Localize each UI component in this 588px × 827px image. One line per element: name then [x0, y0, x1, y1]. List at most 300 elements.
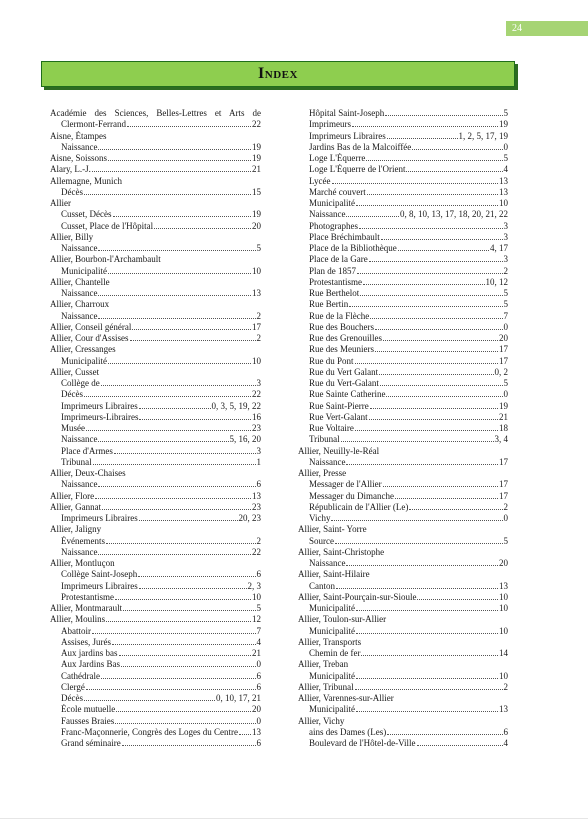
index-subentry — [298, 153, 508, 164]
index-entry-text: Allier, Saint-Hilaire — [298, 569, 370, 580]
dot-leader — [139, 520, 238, 521]
index-entry-pages: 5 — [256, 603, 261, 613]
index-entry-pages: 6 — [256, 670, 261, 681]
index-subentry — [50, 288, 261, 299]
dot-leader — [101, 385, 256, 386]
index-entry-text: ains des Dames (Les) — [309, 726, 387, 737]
dot-leader — [369, 261, 503, 262]
index-subentry — [298, 423, 508, 434]
index-subentry — [298, 299, 508, 310]
index-subentry — [50, 356, 261, 367]
dot-leader — [346, 565, 498, 566]
index-column-right — [298, 108, 508, 749]
index-entry-heading — [50, 299, 261, 310]
index-subentry — [298, 491, 508, 502]
dot-leader — [381, 239, 503, 240]
index-subentry — [50, 401, 261, 412]
index-entry-pages: 22 — [252, 389, 261, 400]
index-entry-text: Rue Saint-Pierre — [309, 400, 369, 411]
index-subentry — [298, 502, 508, 513]
index-entry-text: Collège Saint-Joseph — [61, 569, 138, 580]
dot-leader — [112, 644, 255, 645]
index-entry-pages: 15 — [252, 186, 261, 197]
dot-leader — [367, 194, 498, 195]
index-subentry — [298, 401, 508, 412]
index-subentry — [298, 266, 508, 277]
dot-leader — [98, 295, 251, 296]
index-entry-pages: 10 — [252, 265, 261, 276]
index-entry-text: Allier — [50, 198, 71, 208]
footer-divider — [0, 818, 588, 819]
index-entry-text: Canton — [309, 580, 335, 591]
dot-leader — [398, 250, 489, 251]
index-entry-pages: 4 — [256, 636, 261, 647]
index-entry-text: École mutuelle — [61, 704, 116, 715]
dot-leader — [366, 160, 502, 161]
dot-leader — [363, 284, 485, 285]
dot-leader — [123, 610, 255, 611]
index-entry-heading — [50, 108, 261, 119]
dot-leader — [92, 171, 251, 172]
index-entry-heading — [50, 558, 261, 569]
index-subentry — [298, 108, 508, 119]
index-subentry — [298, 333, 508, 344]
index-subentry — [298, 119, 508, 130]
index-entry-pages: 10 — [499, 625, 508, 636]
index-subentry — [298, 243, 508, 254]
index-entry-text: Protestantisme — [309, 276, 362, 287]
index-subentry — [50, 434, 261, 445]
dot-leader — [386, 396, 502, 397]
index-entry-pages: 5 — [503, 378, 508, 388]
dot-leader — [356, 610, 498, 611]
index-entry-text: Place Bréchimbault — [309, 231, 380, 242]
index-entry-pages: 21 — [499, 411, 508, 422]
index-subentry — [50, 479, 261, 490]
index-subentry — [298, 221, 508, 232]
index-entry-text: Rue de la Flèche — [309, 310, 370, 321]
index-entry-pages: 13 — [499, 186, 508, 197]
index-subentry — [298, 322, 508, 333]
index-entry-text: Allier, Montluçon — [50, 558, 115, 568]
index-entry-pages: 0 — [256, 659, 261, 670]
index-entry-text: Imprimeurs-Libraires — [61, 411, 139, 422]
index-entry-text: Musée — [61, 423, 85, 433]
dot-leader — [115, 723, 255, 724]
index-entry-text: Cathédrale — [61, 670, 100, 681]
index-subentry — [50, 716, 261, 727]
dot-leader — [346, 216, 399, 217]
index-entry-text: Allemagne, Munich — [50, 175, 122, 186]
index-subentry — [50, 569, 261, 580]
index-entry-heading — [50, 232, 261, 243]
index-entry-heading — [50, 131, 261, 142]
index-entry-pages: 2 — [256, 535, 261, 546]
dot-leader — [98, 441, 228, 442]
index-entry-pages: 13 — [252, 726, 261, 737]
index-entry-pages: 2, 3 — [247, 580, 261, 591]
index-entry-text: Naissance — [309, 558, 346, 568]
index-entry-text: Messager du Dimanche — [309, 490, 394, 501]
index-subentry — [298, 232, 508, 243]
index-entry-heading — [298, 659, 508, 670]
index-entry-pages: 5 — [256, 243, 261, 253]
index-entry-pages: 20, 23 — [238, 513, 261, 523]
dot-leader — [356, 711, 498, 712]
index-subentry — [50, 243, 261, 254]
index-entry-pages: 3, 4 — [494, 434, 508, 445]
index-entry-heading — [50, 344, 261, 355]
index-entry-text: Rue Voltaire — [309, 423, 354, 433]
dot-leader — [98, 149, 251, 150]
index-entry-text: Allier, Vichy — [298, 715, 345, 726]
dot-leader — [86, 430, 251, 431]
dot-leader — [98, 486, 255, 487]
index-entry-pages: 3 — [256, 445, 261, 456]
index-entry-pages: 4 — [503, 164, 508, 175]
dot-leader — [106, 543, 256, 544]
index-entry-text: Allier, Treban — [298, 659, 349, 670]
dot-leader — [335, 543, 503, 544]
index-entry-text: Franc-Maçonnerie, Congrès des Loges du Centre — [61, 726, 238, 737]
dot-leader — [336, 588, 498, 589]
index-entry-pages: 16 — [252, 411, 261, 422]
index-entry-pages: 20 — [499, 558, 508, 568]
index-entry-pages: 0, 10, 17, 21 — [216, 693, 261, 703]
index-subentry — [50, 378, 261, 389]
index-entry-pages: 1, 2, 5, 17, 19 — [458, 130, 508, 141]
index-entry-text: Alary, L.-J. — [50, 164, 91, 175]
index-entry-pages: 19 — [499, 119, 508, 130]
index-subentry — [50, 637, 261, 648]
index-entry-text: Source — [309, 535, 334, 546]
index-subentry — [298, 367, 508, 378]
dot-leader — [369, 419, 498, 420]
index-entry-text: Aisne, Étampes — [50, 130, 107, 141]
index-entry-pages: 22 — [252, 119, 261, 130]
index-entry-pages: 5 — [503, 535, 508, 546]
index-subentry — [50, 659, 261, 670]
index-entry-heading — [298, 547, 508, 558]
index-entry — [50, 153, 261, 164]
dot-leader — [127, 126, 251, 127]
dot-leader — [106, 621, 251, 622]
index-entry-pages: 17 — [499, 490, 508, 501]
index-entry-pages: 6 — [256, 738, 261, 748]
index-entry-text: Allier, Moulins — [50, 614, 106, 625]
index-entry-text: Naissance — [61, 434, 98, 445]
index-entry-text: Naissance — [61, 546, 98, 557]
dot-leader — [121, 666, 256, 667]
index-entry-text: Tribunal — [61, 456, 92, 467]
index-entry-pages: 21 — [252, 164, 261, 175]
index-entry — [50, 603, 261, 614]
dot-leader — [119, 655, 252, 656]
index-entry-pages: 0 — [503, 389, 508, 400]
index-entry-pages: 5 — [503, 299, 508, 310]
index-entry-pages: 3 — [256, 378, 261, 388]
dot-leader — [84, 194, 251, 195]
dot-leader — [355, 430, 498, 431]
index-subentry — [50, 682, 261, 693]
index-subentry — [298, 288, 508, 299]
index-entry-text: Allier, Tribunal — [298, 681, 354, 692]
index-entry-heading — [50, 198, 261, 209]
index-entry-pages: 10 — [252, 591, 261, 602]
index-entry-text: Allier, Flore — [50, 490, 95, 501]
index-entry-text: Naissance — [61, 141, 98, 152]
index-entry-text: Imprimeurs Libraires — [309, 130, 386, 141]
index-subentry — [298, 187, 508, 198]
index-subentry — [50, 446, 261, 457]
index-subentry — [50, 704, 261, 715]
index-entry-pages: 0 — [503, 321, 508, 332]
index-entry-text: Rue Berthelot — [309, 288, 360, 298]
index-entry-text: Municipalité — [309, 625, 355, 636]
index-subentry — [50, 581, 261, 592]
index-entry-text: Naissance — [61, 288, 98, 298]
index-entry-text: Allier, Toulon-sur-Allier — [298, 614, 387, 625]
index-entry-text: Républicain de l'Allier (Le) — [309, 501, 409, 512]
index-entry-pages: 2 — [503, 681, 508, 692]
index-subentry — [50, 209, 261, 220]
index-entry-text: Imprimeurs Libraires — [61, 580, 138, 591]
index-entry-pages: 23 — [252, 501, 261, 512]
index-entry-pages: 21 — [252, 648, 261, 658]
dot-leader — [154, 228, 251, 229]
index-entry-text: Clermont-Ferrand — [61, 119, 126, 130]
index-subentry — [50, 119, 261, 130]
page-number: 24 — [506, 21, 588, 36]
index-subentry — [50, 311, 261, 322]
index-entry-text: Grand séminaire — [61, 738, 121, 748]
dot-leader — [114, 453, 256, 454]
dot-leader — [383, 486, 498, 487]
index-subentry — [298, 254, 508, 265]
dot-leader — [387, 138, 458, 139]
index-subentry — [298, 311, 508, 322]
index-entry-text: Imprimeurs Libraires — [61, 400, 138, 411]
index-subentry — [298, 176, 508, 187]
index-entry-text: Rue Bertin — [309, 299, 349, 310]
index-entry-pages: 19 — [252, 153, 261, 163]
dot-leader — [352, 126, 498, 127]
index-entry-text: Naissance — [309, 456, 346, 467]
index-subentry — [50, 221, 261, 232]
index-subentry — [298, 603, 508, 614]
dot-leader — [385, 115, 502, 116]
dot-leader — [98, 554, 251, 555]
index-entry-pages: 3 — [503, 220, 508, 231]
index-entry-pages: 18 — [499, 423, 508, 433]
index-entry-text: Allier, Presse — [298, 468, 347, 478]
index-entry-text: Naissance — [309, 209, 346, 220]
index-entry-heading — [50, 367, 261, 378]
index-subentry — [50, 412, 261, 423]
dot-leader — [115, 599, 251, 600]
index-entry-pages: 3 — [503, 254, 508, 265]
index-entry-pages: 13 — [499, 580, 508, 591]
index-entry-pages: 22 — [252, 546, 261, 557]
index-entry-text: Naissance — [61, 310, 98, 321]
index-entry-text: Imprimeurs Libraires — [61, 513, 138, 523]
index-subentry — [298, 536, 508, 547]
index-entry-text: Municipalité — [61, 265, 107, 276]
dot-leader — [84, 396, 251, 397]
dot-leader — [332, 183, 499, 184]
index-subentry — [298, 356, 508, 367]
index-entry-pages: 2 — [503, 265, 508, 276]
index-entry-pages: 5 — [503, 153, 508, 163]
index-entry-text: Imprimeurs — [309, 119, 351, 130]
index-entry-pages: 0, 3, 5, 19, 22 — [211, 400, 261, 411]
index-subentry — [50, 693, 261, 704]
index-subentry — [50, 513, 261, 524]
index-entry-text: Marché couvert — [309, 186, 366, 197]
dot-leader — [98, 250, 255, 251]
dot-leader — [356, 633, 498, 634]
index-entry-heading — [50, 176, 261, 187]
dot-leader — [341, 441, 494, 442]
index-entry-text: Rue du Pont — [309, 355, 354, 366]
index-entry-pages: 2 — [503, 501, 508, 512]
index-entry-text: Décès — [61, 389, 83, 400]
dot-leader — [84, 700, 215, 701]
index-entry-pages: 4, 17 — [490, 243, 508, 253]
index-entry-pages: 10 — [252, 355, 261, 366]
index-entry — [50, 333, 261, 344]
index-entry-text: Rue des Grenouilles — [309, 333, 382, 343]
dot-leader — [101, 678, 256, 679]
index-entry-pages: 0, 2 — [494, 366, 508, 377]
index-subentry — [50, 727, 261, 738]
dot-leader — [122, 745, 256, 746]
index-entry-text: Allier, Charroux — [50, 299, 110, 310]
index-entry-text: Tribunal — [309, 434, 340, 445]
index-subentry — [50, 423, 261, 434]
index-entry — [50, 502, 261, 513]
dot-leader — [355, 689, 503, 690]
index-subentry — [298, 142, 508, 153]
index-subentry — [298, 209, 508, 220]
index-entry-heading — [298, 468, 508, 479]
index-subentry — [298, 671, 508, 682]
index-entry-text: Assises, Jurés — [61, 636, 112, 647]
index-entry-text: Allier, Neuilly-le-Réal — [298, 445, 380, 456]
index-entry-text: Cusset, Décès — [61, 209, 112, 220]
index-column-left — [50, 108, 261, 749]
index-entry-text: Allier, Billy — [50, 231, 94, 242]
index-entry — [50, 164, 261, 175]
dot-leader — [331, 520, 502, 521]
index-subentry — [50, 547, 261, 558]
dot-leader — [116, 711, 251, 712]
dot-leader — [139, 419, 251, 420]
index-subentry — [50, 389, 261, 400]
index-entry-heading — [298, 716, 508, 727]
index-entry-pages: 17 — [499, 355, 508, 366]
index-entry-text: Rue Vert-Galant — [309, 411, 368, 422]
index-subentry — [298, 277, 508, 288]
index-entry — [298, 592, 508, 603]
index-subentry — [298, 378, 508, 389]
index-entry-text: Cusset, Place de l'Hôpital — [61, 220, 154, 231]
index-entry-text: Municipalité — [61, 355, 107, 366]
index-entry-text: Naissance — [61, 479, 98, 490]
index-entry-text: Municipalité — [309, 670, 355, 681]
dot-leader — [417, 599, 498, 600]
dot-leader — [355, 363, 498, 364]
index-entry-text: Allier, Cusset — [50, 366, 100, 377]
index-subentry — [50, 142, 261, 153]
index-entry-pages: 10 — [499, 603, 508, 613]
index-entry-heading — [298, 637, 508, 648]
dot-leader — [86, 689, 256, 690]
dot-leader — [387, 734, 502, 735]
index-entry-text: Allier, Deux-Chaises — [50, 468, 126, 478]
index-entry-pages: 3 — [503, 231, 508, 242]
dot-leader — [113, 216, 252, 217]
index-subentry — [298, 198, 508, 209]
dot-leader — [361, 655, 498, 656]
dot-leader — [370, 318, 502, 319]
index-entry-text: Allier, Saint-Pourçain-sur-Sioule — [298, 591, 417, 602]
index-entry-text: Rue des Meuniers — [309, 344, 374, 355]
dot-leader — [406, 171, 502, 172]
index-entry-pages: 10 — [499, 591, 508, 602]
index-subentry — [50, 536, 261, 547]
index-entry-text: Allier, Saint- Yorre — [298, 524, 367, 535]
dot-leader — [95, 498, 251, 499]
index-entry-heading — [298, 693, 508, 704]
dot-leader — [93, 464, 256, 465]
index-subentry — [50, 266, 261, 277]
index-subentry — [50, 626, 261, 637]
index-subentry — [298, 704, 508, 715]
index-entry-pages: 6 — [503, 726, 508, 737]
dot-leader — [360, 295, 502, 296]
index-entry-text: Aux jardins bas — [61, 648, 118, 658]
index-entry-text: Loge L'Équerre de l'Orient — [309, 164, 406, 175]
index-entry-pages: 6 — [256, 569, 261, 580]
index-entry-text: Allier, Cressanges — [50, 344, 116, 355]
dot-leader — [108, 273, 251, 274]
index-subentry — [50, 592, 261, 603]
index-entry-heading — [50, 468, 261, 479]
index-entry-text: Allier, Chantelle — [50, 276, 110, 287]
index-entry-pages: 0 — [503, 513, 508, 523]
index-entry-pages: 2 — [256, 310, 261, 321]
index-subentry — [298, 479, 508, 490]
index-subentry — [50, 738, 261, 749]
index-subentry — [50, 187, 261, 198]
index-entry-pages: 6 — [256, 681, 261, 692]
index-subentry — [298, 164, 508, 175]
index-entry-text: Aisne, Soissons — [50, 153, 108, 163]
index-entry — [50, 322, 261, 333]
dot-leader — [380, 385, 503, 386]
index-entry-text: Collège de — [61, 378, 100, 388]
index-subentry — [298, 412, 508, 423]
index-subentry — [298, 558, 508, 569]
index-entry-text: Décès — [61, 693, 83, 703]
index-entry-heading — [298, 524, 508, 535]
dot-leader — [375, 329, 503, 330]
index-entry-text: Événements — [61, 535, 105, 546]
dot-leader — [108, 160, 251, 161]
dot-leader — [357, 273, 503, 274]
index-entry-text: Photographes — [309, 220, 358, 231]
